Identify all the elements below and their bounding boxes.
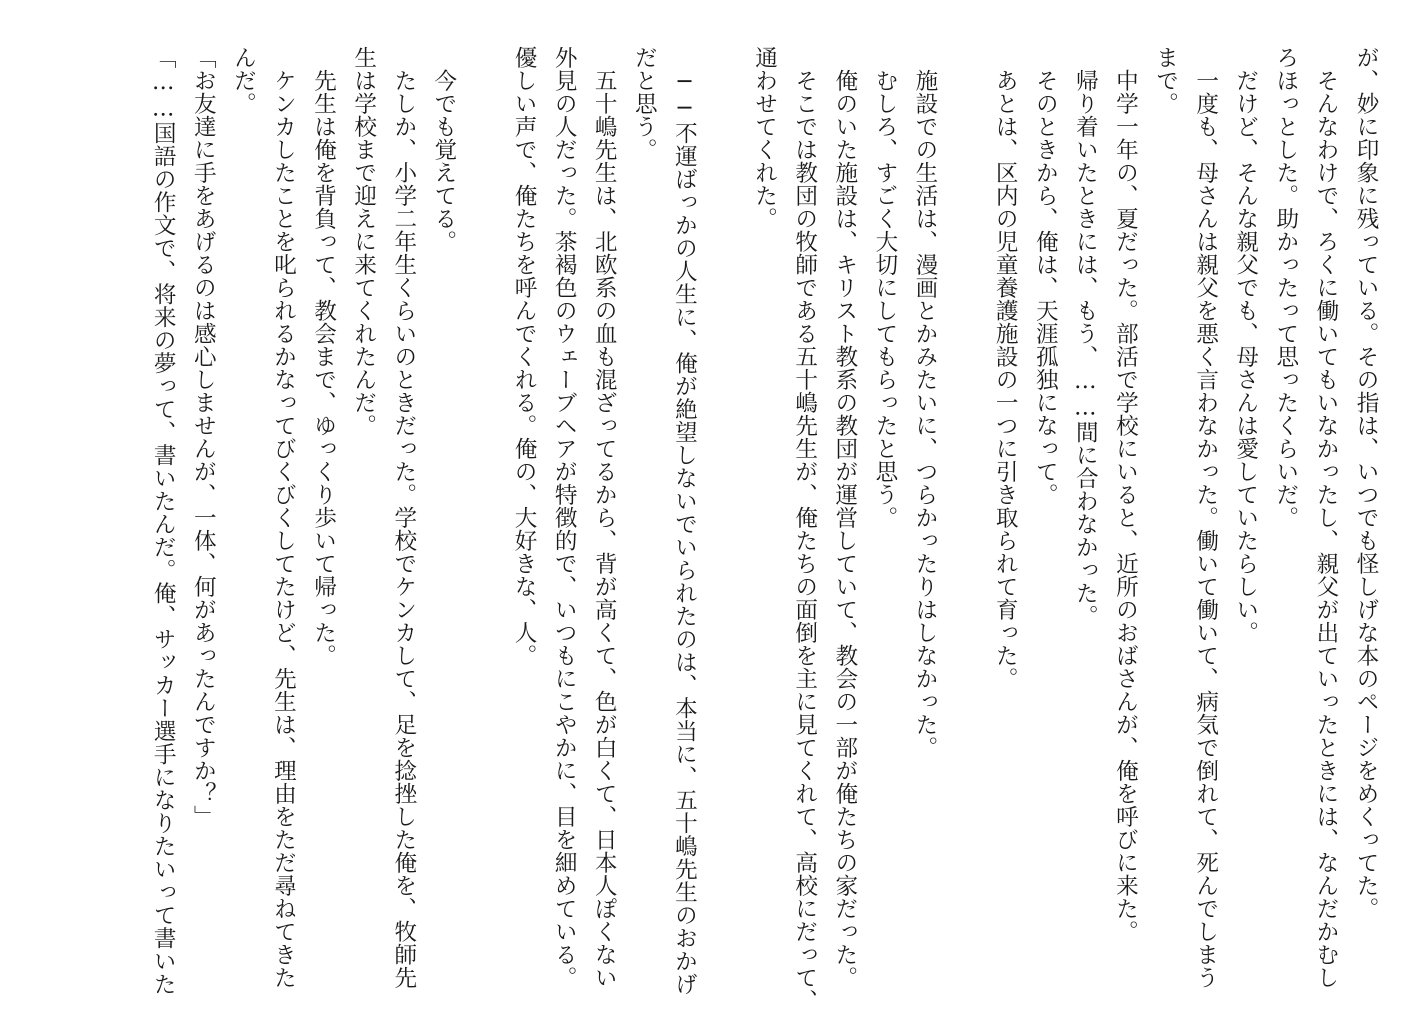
text-line: 五十嶋先生は、北欧系の血も混ざってるから、背が高くて、色が白くて、日本人ぽくない [591,46,618,989]
text-line: 今でも覚えてる。 [430,46,457,253]
text-line: 帰り着いたときには、もう、……間に合わなかった。 [1072,46,1099,628]
text-line: 外見の人だった。茶褐色のウェーブヘアが特徴的で、いつもにこやかに、目を細めている。 [551,46,578,989]
text-line: だと思う。 [631,46,658,161]
text-line: が、妙に印象に残っている。その指は、いつでも怪しげな本のページをめくってた。 [1353,46,1379,920]
text-line: 通わせてくれた。 [751,46,778,230]
vertical-text-body [143,46,1386,1012]
text-line: 先生は俺を背負って、教会まで、ゆっくり歩いて帰った。 [310,46,337,667]
paragraph-break [704,46,744,981]
text-line: 俺のいた施設は、キリスト教系の教団が運営していて、教会の一部が俺たちの家だった。 [831,46,858,989]
text-line: 施設での生活は、漫画とかみたいに、つらかったりはしなかった。 [911,46,938,759]
text-line: 一度も、母さんは親父を悪く言わなかった。働いて働いて、病気で倒れて、死んでしまう [1192,46,1219,989]
text-line: そこでは教団の牧師である五十嶋先生が、俺たちの面倒を主に見てくれて、高校にだって、 [791,46,818,1012]
text-line: そのときから、俺は、天涯孤独になって。 [1032,46,1059,506]
paragraph-break [945,46,985,981]
paragraph-break [464,46,504,981]
text-line: ろほっとした。助かったって思ったくらいだ。 [1272,46,1299,529]
text-line: まで。 [1152,46,1179,115]
text-line: たしか、小学二年生くらいのときだった。学校でケンカして、足を捻挫した俺を、牧師先 [390,46,417,989]
text-line: 優しい声で、俺たちを呼んでくれる。俺の、大好きな、人。 [511,46,538,667]
text-line: 「お友達に手をあげるのは感心しませんが、一体、何があったんですか？」 [190,46,217,828]
text-line: だけど、そんな親父でも、母さんは愛していたらしい。 [1232,46,1259,644]
text-line: 「……国語の作文で、将来の夢って、書いたんだ。俺、サッカー選手になりたいって書いた [150,46,177,996]
text-line: むしろ、すごく大切にしてもらったと思う。 [871,46,898,529]
text-line: ──不運ばっかの人生に、俺が絶望しないでいられたのは、本当に、五十嶋先生のおかげ [671,46,698,996]
text-line: ケンカしたことを叱られるかなってびくびくしてたけど、先生は、理由をただ尋ねてきた [270,46,297,989]
text-line: 生は学校まで迎えに来てくれたんだ。 [350,46,377,437]
text-line: んだ。 [230,46,257,115]
text-line: 中学一年の、夏だった。部活で学校にいると、近所のおばさんが、俺を呼びに来た。 [1112,46,1139,943]
text-line: そんなわけで、ろくに働いてもいなかったし、親父が出ていったときには、なんだかむし [1312,46,1339,989]
text-line: あとは、区内の児童養護施設の一つに引き取られて育った。 [992,46,1019,690]
